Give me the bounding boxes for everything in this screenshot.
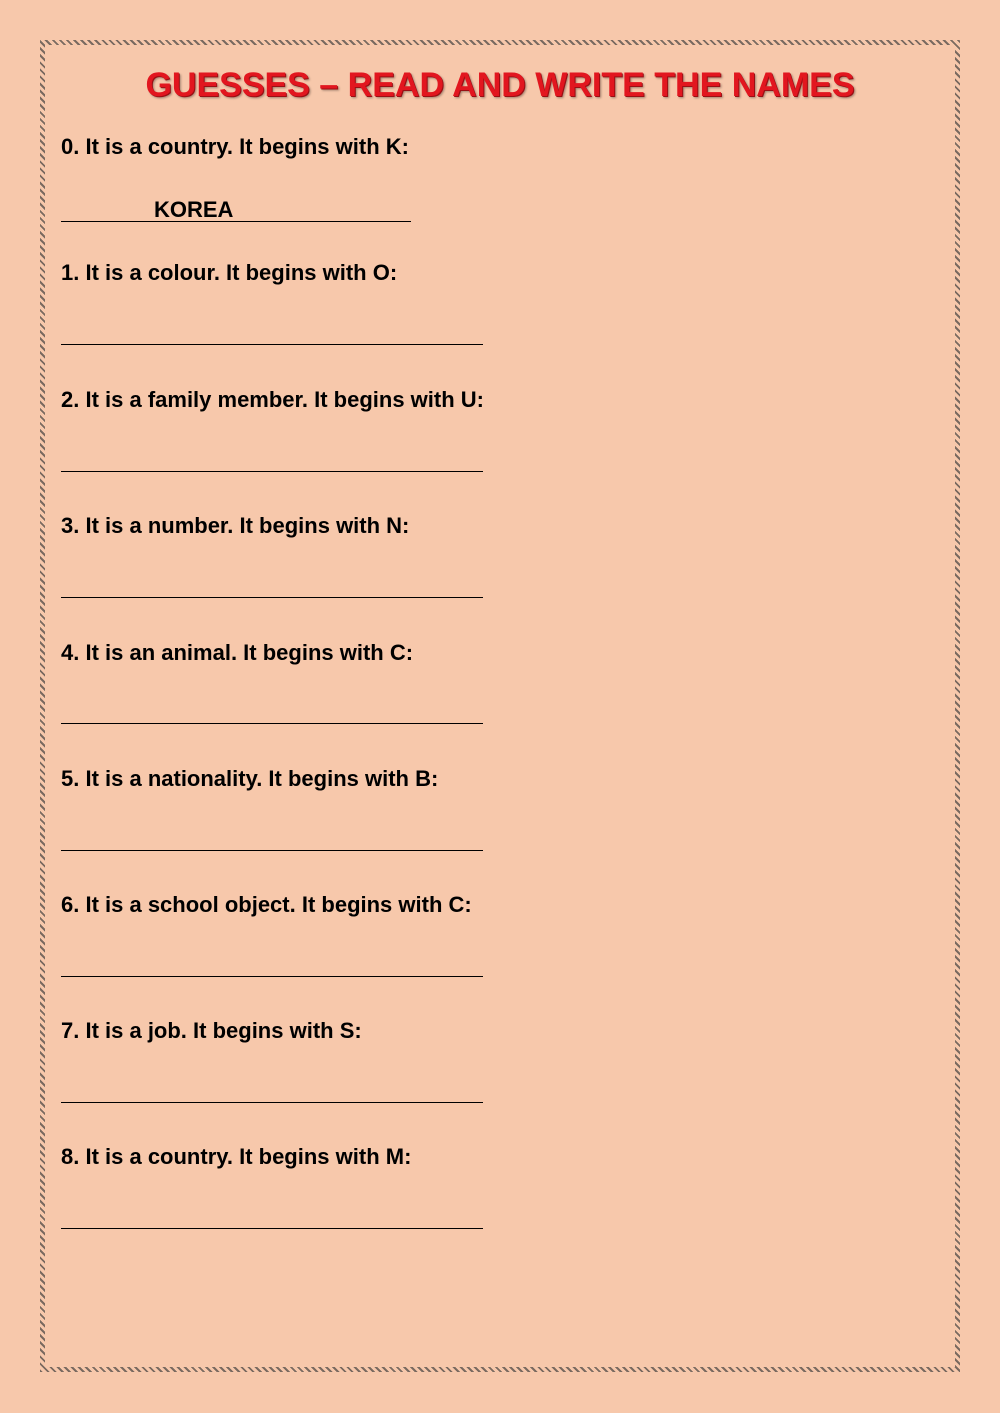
decorative-border [40,40,960,1372]
answer-line-4[interactable] [61,723,483,724]
question-2: 2. It is a family member. It begins with U: [61,387,484,412]
question-1: 1. It is a colour. It begins with O: [61,260,398,285]
question-5: 5. It is a nationality. It begins with B: [61,766,439,791]
answer-line-6[interactable] [61,976,483,977]
example-answer-underline [61,221,411,222]
example-answer-field [61,196,411,222]
answer-line-2[interactable] [61,471,483,472]
answer-line-7[interactable] [61,1102,483,1103]
question-4: 4. It is an animal. It begins with C: [61,640,414,665]
answer-line-1[interactable] [61,344,483,345]
question-6: 6. It is a school object. It begins with C: [61,892,472,917]
example-question: 0. It is a country. It begins with K: [61,134,409,159]
question-7: 7. It is a job. It begins with S: [61,1018,362,1043]
answer-line-8[interactable] [61,1228,483,1229]
worksheet-title: GUESSES – READ AND WRITE THE NAMES [145,66,855,104]
question-8: 8. It is a country. It begins with M: [61,1144,412,1169]
answer-line-5[interactable] [61,850,483,851]
question-3: 3. It is a number. It begins with N: [61,513,410,538]
answer-line-3[interactable] [61,597,483,598]
example-answer-text: KOREA [154,197,234,222]
